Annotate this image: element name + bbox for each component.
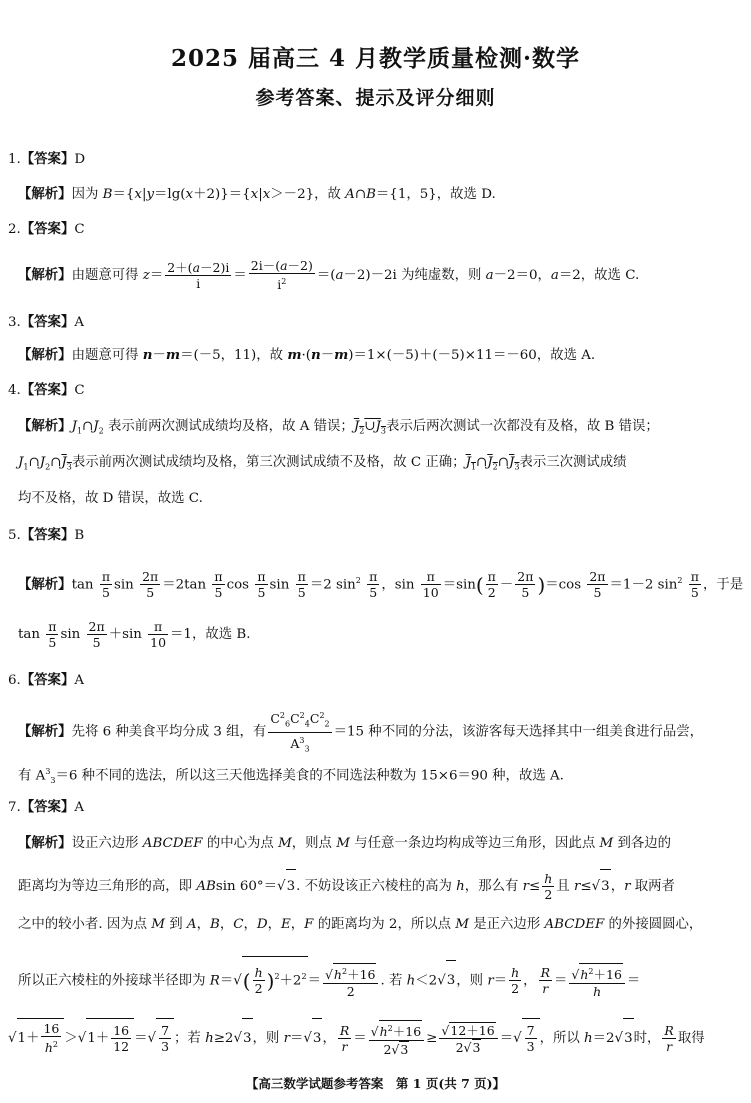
q6-answer <box>8 668 84 693</box>
q5-analysis-label: 【解析】 <box>18 576 72 593</box>
q5-answer <box>8 523 84 548</box>
page-footer: 【高三数学试题参考答案 第 1 页(共 7 页)】 <box>245 1076 506 1091</box>
q3-choice: A <box>74 315 85 330</box>
page-subtitle: 参考答案、提示及评分细则 <box>255 87 496 109</box>
q7-analysis-line2: 距离均为等边三角形的高，即 ABsin 60°＝√3. 不妨设该正六棱柱的高为 h，那么有 r≤ $\frac{h}{2}$ 且 r≤√3，r 取两者 <box>18 871 675 902</box>
q2-number: 2. <box>8 222 21 237</box>
q3-analysis-label: 【解析】 <box>18 347 72 363</box>
q5-analysis-line1: 【解析】tan $\frac{\pi}{5}$ sin $\frac{2\pi}{5}$ ＝2tan $\frac{\pi}{5}$ cos $\frac{\pi}{5}$ sin $\frac{\pi}{5}$ ＝2 $\sin^2$ $\frac{\pi}{5}$ ，sin $\frac{\pi}{10}$ ＝sin( $\frac{\pi}{2}$ － $\frac{2\pi}{5}$ )＝cos $\frac{2\pi}{5}$ ＝1－2 $\sin^2$ $\frac{\pi}{5}$ ，于是 <box>18 569 744 601</box>
q6-analysis-label: 【解析】 <box>18 723 72 740</box>
q1-analysis-label: 【解析】 <box>18 186 72 202</box>
q3-analysis: 【解析】由题意可得 n－m＝(－5，11)，故 m·(n－m)＝1×(－5)＋(－5)×11＝－60，故选 A. <box>18 347 596 363</box>
q6-analysis-line1: 【解析】先将 6 种美食平均分成 3 组，有 $\frac{C^2_6C^2_4C^2_2}{A^3_3}$ ＝15 种不同的分法，该游客每天选择其中一组美食进行品尝， <box>18 708 703 756</box>
q7-analysis-line1: 【解析】设正六边形 ABCDEF 的中心为点 M，则点 M 与任意一条边均构成等边三角形，因此点 M 到各边的 <box>18 835 672 851</box>
page-title: 2025 届高三 4 月教学质量检测·数学 <box>170 45 581 72</box>
q4-analysis-line3: 均不及格，故 D 错误，故选 C. <box>18 491 203 506</box>
q7-choice: A <box>74 800 85 815</box>
q5-answer-label: 【答案】 <box>20 527 75 543</box>
q1-answer <box>8 147 85 172</box>
q4-analysis-label: 【解析】 <box>18 418 72 434</box>
q4-analysis-line1: 【解析】$J_1\cap J_2$ 表示前两次测试成绩均及格，故 A 错误；$J_2\cup J_3$表示后两次测试一次都没有及格，故 B 错误； <box>18 418 659 436</box>
q4-number: 4. <box>8 383 21 398</box>
q7-number: 7. <box>8 800 21 815</box>
q7-answer-label: 【答案】 <box>20 799 75 815</box>
q4-choice: C <box>74 383 85 398</box>
q4-analysis-line2: $J_1\cap J_2\cap J_3$表示前两次测试成绩均及格，第三次测试成绩不及格，故 C 正确；$J_1\cap J_2\cap J_3$表示三次测试成绩 <box>18 455 627 472</box>
q2-choice: C <box>74 222 85 237</box>
q3-answer-label: 【答案】 <box>20 314 75 330</box>
q1-choice: D <box>74 152 86 167</box>
q4-answer <box>8 378 85 403</box>
q1-analysis: 【解析】因为 B＝{x|y＝lg(x＋2)}＝{x|x＞－2}，故 A∩B＝{1，5}，故选 D. <box>18 186 496 202</box>
q6-number: 6. <box>8 673 21 688</box>
q1-number: 1. <box>8 152 21 167</box>
q1-answer-label: 【答案】 <box>20 151 75 167</box>
q3-number: 3. <box>8 315 21 330</box>
q7-analysis-line3: 之中的较小者. 因为点 M 到 A，B，C，D，E，F 的距离均为 2，所以点 M 是正六边形 ABCDEF 的外接圆圆心， <box>18 917 703 932</box>
q2-answer <box>8 217 85 242</box>
q6-choice: A <box>74 673 85 688</box>
q3-answer <box>8 310 84 335</box>
q6-analysis-line2: 有 $A^3_3=6$ 种不同的选法，所以这三天他选择美食的不同选法种数为 15×6＝90 种，故选 A. <box>18 767 564 786</box>
q6-answer-label: 【答案】 <box>20 672 75 688</box>
q4-answer-label: 【答案】 <box>20 382 75 398</box>
q5-number: 5. <box>8 528 21 543</box>
q2-analysis: 【解析】由题意可得 z＝ $\frac{2+(a-2)i}{i}$ ＝ $\frac{2i-(a-2)}{i^2}$ ＝(a－2)－2i 为纯虚数，则 a－2＝0，a＝2，故选 C. <box>18 258 640 293</box>
q2-answer-label: 【答案】 <box>20 221 75 237</box>
q7-analysis-label: 【解析】 <box>18 835 72 851</box>
q5-choice: B <box>74 528 85 543</box>
q5-analysis-line2: tan $\frac{\pi}{5}$ sin $\frac{2\pi}{5}$ ＋sin $\frac{\pi}{10}$ ＝1，故选 B. <box>18 619 251 650</box>
q7-analysis-line4: 所以正六棱柱的外接球半径即为 R＝√( $\frac{h}{2}$ )$^2+2^2=$ $\frac{√h^2+16}{2}$ . 若 h＜2√3，则 r＝ $\frac{h}{2}$ ， $\frac{R}{r}$ ＝ $\frac{√h^2+16}{h}$ ＝ <box>18 956 640 1001</box>
q7-analysis-line5: √1＋ $\frac{16}{h^2}$ ＞√1＋ $\frac{16}{12}$ ＝√ $\frac{7}{3}$ ；若 h≥2√3，则 r＝√3， $\frac{R}{r}$ ＝ $\frac{√h^2+16}{2√3}$ ≥ $\frac{√12+16}{2√3}$ ＝√ $\frac{7}{3}$ ，所以 h＝2√3时， $\frac{R}{r}$ 取得 <box>8 1018 705 1059</box>
q2-analysis-label: 【解析】 <box>18 267 72 283</box>
q7-answer <box>8 795 84 820</box>
